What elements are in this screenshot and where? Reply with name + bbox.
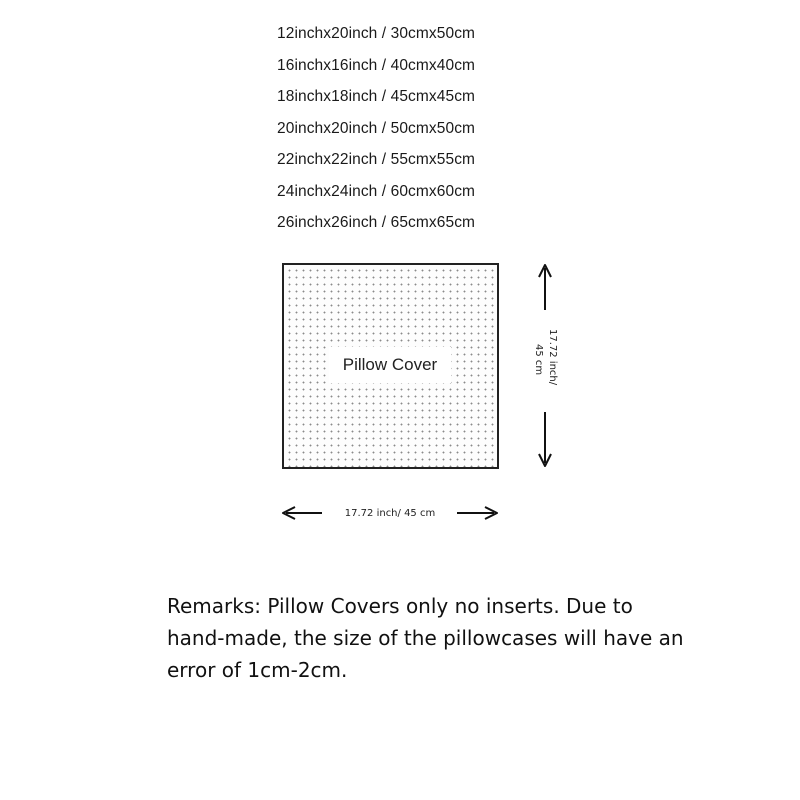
size-option: 22inchx22inch / 55cmx55cm bbox=[277, 151, 476, 168]
size-option: 16inchx16inch / 40cmx40cm bbox=[277, 57, 476, 74]
arrow-down-icon bbox=[539, 412, 551, 466]
height-label-line1: 17.72 inch/ bbox=[547, 329, 558, 386]
arrow-right-icon bbox=[457, 507, 497, 519]
arrow-left-icon bbox=[283, 507, 322, 519]
size-option: 18inchx18inch / 45cmx45cm bbox=[277, 88, 476, 105]
pillow-cover-label: Pillow Cover bbox=[329, 347, 451, 383]
remarks-text: Remarks: Pillow Covers only no inserts. Due to hand-made, the size of the pillowcases will have an error of 1cm-2cm. bbox=[167, 594, 684, 682]
height-label-line2: 45 cm bbox=[533, 344, 544, 376]
size-option: 26inchx26inch / 65cmx65cm bbox=[277, 214, 476, 231]
size-option: 20inchx20inch / 50cmx50cm bbox=[277, 120, 476, 137]
width-label: 17.72 inch/ 45 cm bbox=[344, 508, 436, 519]
arrow-up-icon bbox=[539, 265, 551, 310]
size-option: 24inchx24inch / 60cmx60cm bbox=[277, 183, 476, 200]
size-option: 12inchx20inch / 30cmx50cm bbox=[277, 25, 476, 42]
